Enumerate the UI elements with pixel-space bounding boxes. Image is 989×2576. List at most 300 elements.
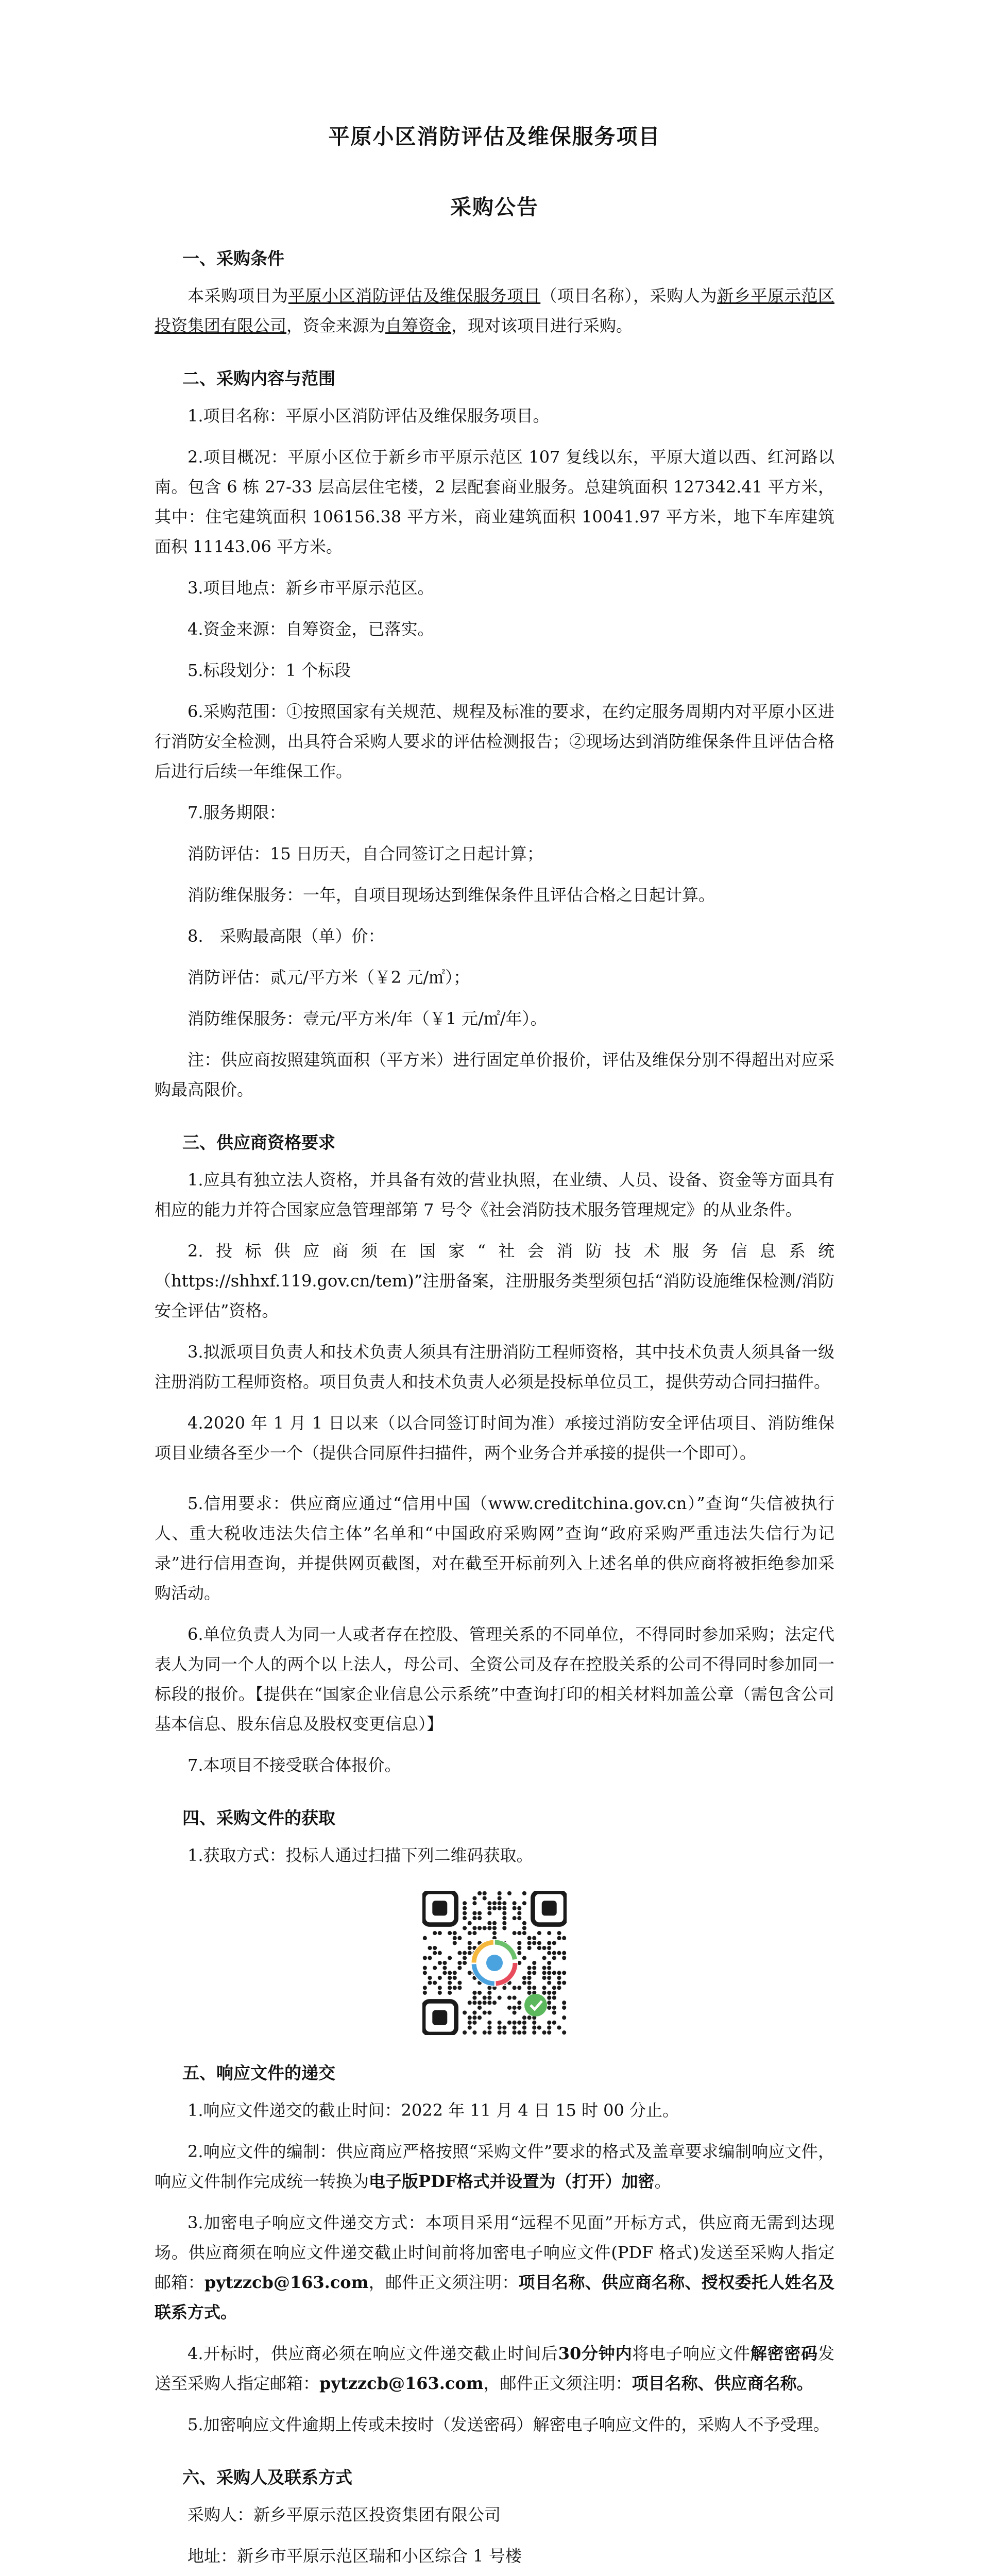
qr-module xyxy=(438,1991,442,1995)
qr-module xyxy=(472,1916,476,1920)
qr-module xyxy=(498,1896,502,1900)
qr-module xyxy=(513,1916,517,1920)
qr-module xyxy=(483,1996,487,2000)
qr-module xyxy=(433,1981,437,1985)
qr-module xyxy=(532,1936,536,1940)
qr-module xyxy=(532,2025,536,2029)
text-run: 本采购项目为 xyxy=(187,286,288,306)
qr-module xyxy=(487,1991,491,1995)
qr-module xyxy=(513,2021,517,2025)
email-body-requirements: 项目名称、供应商名称、授权委托人姓名及联系方式。 xyxy=(155,2273,834,2322)
qr-module xyxy=(547,2021,551,2025)
qr-module xyxy=(537,1931,541,1935)
qr-module xyxy=(557,1936,561,1940)
qr-module xyxy=(522,1981,526,1985)
qr-module xyxy=(522,1926,526,1930)
qr-module xyxy=(463,2010,467,2014)
qr-module xyxy=(527,1971,532,1975)
qr-module xyxy=(438,1961,442,1965)
qr-module xyxy=(527,1981,532,1985)
item-service-period: 7.服务期限： xyxy=(187,803,286,822)
section-heading-3: 三、供应商资格要求 xyxy=(182,1132,335,1153)
qr-module xyxy=(517,1911,521,1915)
qr-module xyxy=(453,1941,457,1945)
qr-module xyxy=(532,1986,536,1990)
qr-module xyxy=(448,1956,452,1960)
qr-module xyxy=(517,2006,521,2010)
qr-module xyxy=(433,1966,437,1970)
qr-module xyxy=(448,1931,452,1935)
qr-module xyxy=(492,1931,497,1935)
qr-module xyxy=(517,1916,521,1920)
qr-module xyxy=(517,1946,521,1950)
qr-module xyxy=(498,1901,502,1905)
qr-module xyxy=(522,1891,526,1895)
qr-module xyxy=(527,1946,532,1950)
qr-module xyxy=(478,1926,482,1930)
qr-module xyxy=(513,2030,517,2035)
qr-module xyxy=(487,1906,491,1910)
qr-module xyxy=(483,1891,487,1895)
qr-module xyxy=(442,1971,447,1975)
qr-module xyxy=(468,1971,472,1975)
qr-module xyxy=(502,1986,506,1990)
qr-module xyxy=(457,1951,462,1955)
max-price-evaluation: 消防评估：贰元/平方米（￥2 元/㎡）； xyxy=(187,968,470,987)
qr-module xyxy=(542,1966,546,1970)
text-run: 4.开标时，供应商必须在响应文件递交截止时间后 xyxy=(187,2344,558,2363)
contact-block xyxy=(155,2500,834,2576)
qr-module xyxy=(472,1896,476,1900)
qr-module xyxy=(532,1971,536,1975)
qr-module xyxy=(463,1956,467,1960)
qr-module xyxy=(557,1986,561,1990)
qr-module xyxy=(472,2021,476,2025)
qr-module xyxy=(547,1996,551,2000)
qr-module xyxy=(463,1951,467,1955)
qr-module xyxy=(483,2010,487,2014)
qr-module xyxy=(542,1986,546,1990)
qr-module xyxy=(502,1901,506,1905)
qr-module xyxy=(542,1976,546,1980)
pdf-encryption-requirement: 电子版PDF格式并设置为（打开）加密 xyxy=(369,2172,655,2191)
qr-module xyxy=(448,1981,452,1985)
document-title: 平原小区消防评估及维保服务项目 xyxy=(328,124,661,149)
qr-module xyxy=(517,1941,521,1945)
qualification-item-6: 6.单位负责人为同一人或者存在控股、管理关系的不同单位，不得同时参加采购；法定代表人为同一个人的两个以上法人，母公司、全资公司及存在控股关系的公司不得同时参加同一标段的报价。【提供在“国家企业信息公示系统”中查询打印的相关材料加盖公章（需包含公司基本信息、股东信息及股权变更信息）】 xyxy=(155,1624,834,1734)
qr-module xyxy=(468,2001,472,2005)
item-max-price: 8. 采购最高限（单）价： xyxy=(187,926,385,946)
qr-module xyxy=(502,1906,506,1910)
qr-module xyxy=(557,1971,561,1975)
qr-module xyxy=(532,1966,536,1970)
qr-module xyxy=(552,2021,556,2025)
qr-module xyxy=(478,1891,482,1895)
text-run: （项目名称），采购人为 xyxy=(540,286,718,306)
qr-module xyxy=(487,1911,491,1915)
qr-module xyxy=(463,1906,467,1910)
qr-module xyxy=(513,2010,517,2014)
qr-module xyxy=(502,2030,506,2035)
text-run: 2.响应文件的编制：供应商应严格按照“采购文件”要求的格式及盖章要求编制响应文件，响应文件制作完成统一转换为 xyxy=(155,2142,834,2191)
qr-module xyxy=(472,1926,476,1930)
email-address: pytzzcb@163.com xyxy=(319,2374,484,2393)
qr-code-svg xyxy=(422,1891,567,2035)
item-project-location: 3.项目地点：新乡市平原示范区。 xyxy=(187,578,434,598)
qr-module xyxy=(478,1916,482,1920)
qr-module xyxy=(483,2001,487,2005)
qr-module xyxy=(537,1941,541,1945)
time-window: 30分钟内 xyxy=(558,2344,633,2363)
qr-module xyxy=(478,2006,482,2010)
qr-module xyxy=(478,2001,482,2005)
qr-module xyxy=(522,2015,526,2020)
qr-module xyxy=(433,1951,437,1955)
qr-finder-center xyxy=(542,1901,557,1916)
qr-module xyxy=(562,2015,566,2020)
qr-module xyxy=(552,1956,556,1960)
qr-module xyxy=(522,2021,526,2025)
qr-module xyxy=(433,1931,437,1935)
qualification-item-1: 1.应具有独立法人资格，并具备有效的营业执照，在业绩、人员、设备、资金等方面具有相应的能力并符合国家应急管理部第 7 号令《社会消防技术服务管理规定》的从业条件。 xyxy=(155,1170,834,1219)
text-run: ，现对该项目进行采购。 xyxy=(451,316,633,335)
qr-module xyxy=(517,2021,521,2025)
buyer-name: 新乡平原示范区投资集团有限公司 xyxy=(155,286,834,335)
max-price-maintenance: 消防维保服务：壹元/平方米/年（￥1 元/㎡/年）。 xyxy=(187,1009,547,1028)
qr-module xyxy=(463,1901,467,1905)
qr-module xyxy=(527,1986,532,1990)
qualification-item-5: 5.信用要求：供应商应通过“信用中国（www.creditchina.gov.cn）”查询“失信被执行人、重大税收违法失信主体”名单和“中国政府采购网”查询“政府采购严重违法失信行为记录”进行信用查询，并提供网页截图，对在截至开标前列入上述名单的供应商将被拒绝参加采购活动。 xyxy=(155,1494,834,1603)
qr-module xyxy=(527,1936,532,1940)
qr-module xyxy=(487,2030,491,2035)
qr-module xyxy=(517,1986,521,1990)
qr-module xyxy=(527,1976,532,1980)
qr-module xyxy=(532,1961,536,1965)
service-period-maintenance: 消防维保服务：一年，自项目现场达到维保条件且评估合格之日起计算。 xyxy=(187,885,715,905)
qr-module xyxy=(468,1946,472,1950)
qr-module xyxy=(492,1906,497,1910)
qr-module xyxy=(513,1906,517,1910)
item-project-name: 1.项目名称：平原小区消防评估及维保服务项目。 xyxy=(187,406,550,426)
qr-module xyxy=(483,1896,487,1900)
section-heading-5: 五、响应文件的递交 xyxy=(182,2063,335,2083)
qr-module xyxy=(557,1931,561,1935)
qr-module xyxy=(552,1941,556,1945)
qr-module xyxy=(498,1996,502,2000)
qr-module xyxy=(468,2025,472,2029)
text-run: 。 xyxy=(654,2172,671,2191)
qr-module xyxy=(507,1996,511,2000)
qualification-item-7: 7.本项目不接受联合体报价。 xyxy=(187,1755,401,1775)
section-heading-2: 二、采购内容与范围 xyxy=(182,368,335,388)
qr-module xyxy=(423,1986,427,1990)
qr-module xyxy=(487,2025,491,2029)
email-address: pytzzcb@163.com xyxy=(204,2273,369,2292)
qr-module xyxy=(562,1981,566,1985)
qr-module xyxy=(552,1991,556,1995)
qr-code-image[interactable] xyxy=(422,1891,567,2035)
qr-module xyxy=(472,1901,476,1905)
qr-module xyxy=(532,2021,536,2025)
qr-module xyxy=(542,1991,546,1995)
qr-module xyxy=(507,2021,511,2025)
qr-module xyxy=(522,1931,526,1935)
qr-module xyxy=(522,1956,526,1960)
qr-module xyxy=(468,1921,472,1925)
qr-module xyxy=(498,2021,502,2025)
qr-module xyxy=(557,1951,561,1955)
qr-module xyxy=(552,1951,556,1955)
qr-module xyxy=(487,1926,491,1930)
text-run: ，资金来源为 xyxy=(286,316,386,335)
qr-module xyxy=(448,1976,452,1980)
qr-module xyxy=(522,1901,526,1905)
qr-module xyxy=(547,2006,551,2010)
qr-module xyxy=(478,2015,482,2020)
qr-module xyxy=(547,2030,551,2035)
qr-module xyxy=(513,1996,517,2000)
qr-module xyxy=(547,1981,551,1985)
decryption-password: 解密密码 xyxy=(750,2344,818,2363)
qr-module xyxy=(472,1911,476,1915)
project-name: 平原小区消防评估及维保服务项目 xyxy=(288,286,541,306)
qr-module xyxy=(517,1931,521,1935)
text-run: 发送至采购人指定邮箱： xyxy=(155,2344,834,2393)
qr-module xyxy=(463,1926,467,1930)
qr-module xyxy=(457,1981,462,1985)
text-run: 将电子响应文件 xyxy=(632,2344,751,2363)
qr-module xyxy=(562,2001,566,2005)
qr-module xyxy=(547,1966,551,1970)
qr-module xyxy=(542,1946,546,1950)
qr-module xyxy=(502,1916,506,1920)
qr-module xyxy=(557,2025,561,2029)
qualification-item-4: 4.2020 年 1 月 1 日以来（以合同签订时间为准）承接过消防安全评估项目、消防维保项目业绩各至少一个（提供合同原件扫描件，两个业务合并承接的提供一个即可）。 xyxy=(155,1413,834,1463)
qr-module xyxy=(513,2025,517,2029)
text-run: 3.加密电子响应文件递交方式：本项目采用“远程不见面”开标方式，供应商无需到达现场。供应商须在响应文件递交截止时间前将加密电子响应文件(PDF 格式)发送至采购人指定邮箱： xyxy=(155,2213,834,2292)
qr-module xyxy=(423,1991,427,1995)
qr-module xyxy=(463,1911,467,1915)
qr-module xyxy=(472,2030,476,2035)
qr-module xyxy=(428,1976,432,1980)
section-1-paragraph xyxy=(155,281,834,341)
qr-module xyxy=(428,1946,432,1950)
submission-method xyxy=(155,2208,834,2327)
submission-format xyxy=(155,2137,834,2196)
qr-module xyxy=(487,2001,491,2005)
qr-module xyxy=(522,2025,526,2029)
qr-module xyxy=(492,1901,497,1905)
qr-module xyxy=(483,2030,487,2035)
qr-module xyxy=(542,1956,546,1960)
announcement-document xyxy=(155,0,834,2576)
qr-module xyxy=(423,1966,427,1970)
qr-module xyxy=(457,1986,462,1990)
qr-module xyxy=(502,1921,506,1925)
qr-module xyxy=(552,2006,556,2010)
qr-module xyxy=(562,2006,566,2010)
qr-module xyxy=(463,2030,467,2035)
qr-module xyxy=(562,1956,566,1960)
document-acquisition-method: 1.获取方式：投标人通过扫描下列二维码获取。 xyxy=(187,1845,533,1865)
qr-module xyxy=(492,1921,497,1925)
qr-module xyxy=(472,1991,476,1995)
qr-module xyxy=(502,2025,506,2029)
qr-module xyxy=(457,1961,462,1965)
qr-module xyxy=(487,1996,491,2000)
email-body-requirements: 项目名称、供应商名称。 xyxy=(632,2374,813,2393)
qr-module xyxy=(547,1946,551,1950)
qr-module xyxy=(517,1906,521,1910)
qr-module xyxy=(527,1991,532,1995)
qr-module xyxy=(453,1936,457,1940)
qr-module xyxy=(532,1941,536,1945)
qr-module xyxy=(428,1981,432,1985)
qr-module xyxy=(513,2006,517,2010)
qr-module xyxy=(457,1936,462,1940)
qr-module xyxy=(547,2001,551,2005)
qr-module xyxy=(562,1951,566,1955)
qr-module xyxy=(547,1961,551,1965)
qr-module xyxy=(562,1971,566,1975)
qr-module xyxy=(487,1921,491,1925)
qr-module xyxy=(562,1936,566,1940)
qr-module xyxy=(442,1961,447,1965)
section-heading-1: 一、采购条件 xyxy=(182,248,284,268)
qr-module xyxy=(502,1926,506,1930)
late-submission-note: 5.加密响应文件逾期上传或未按时（发送密码）解密电子响应文件的，采购人不予受理。 xyxy=(187,2415,830,2434)
qr-module xyxy=(527,1941,532,1945)
qr-finder-center xyxy=(432,1901,447,1916)
text-run: ，邮件正文须注明： xyxy=(483,2374,632,2393)
qr-module xyxy=(522,2030,526,2035)
qr-module xyxy=(552,1971,556,1975)
item-procurement-scope: 6.采购范围：①按照国家有关规范、规程及标准的要求，在约定服务周期内对平原小区进行消防安全检测，出具符合采购人要求的评估检测报告；②现场达到消防维保条件且评估合格后进行后续一年维保工作。 xyxy=(155,702,834,781)
qr-module xyxy=(453,1986,457,1990)
qr-finder-center xyxy=(432,2010,447,2025)
qr-module xyxy=(527,2015,532,2020)
qr-module xyxy=(547,1991,551,1995)
qr-module xyxy=(438,1986,442,1990)
qr-module xyxy=(472,1931,476,1935)
qualification-item-3: 3.拟派项目负责人和技术负责人须具有注册消防工程师资格，其中技术负责人须具备一级注册消防工程师资格。项目负责人和技术负责人必须是投标单位员工，提供劳动合同扫描件。 xyxy=(155,1342,834,1392)
qr-module xyxy=(453,1976,457,1980)
section-heading-6: 六、采购人及联系方式 xyxy=(182,2467,352,2487)
qr-module xyxy=(542,1971,546,1975)
qr-module xyxy=(513,1931,517,1935)
qr-module xyxy=(487,2010,491,2014)
item-fund-source: 4.资金来源：自筹资金，已落实。 xyxy=(187,619,434,639)
qr-module xyxy=(448,1971,452,1975)
item-project-overview: 2.项目概况：平原小区位于新乡市平原示范区 107 复线以东，平原大道以西、红河路以南。包含 6 栋 27-33 层高层住宅楼，2 层配套商业服务。总建筑面积 127342.41 平方米，其中：住宅建筑面积 106156.38 平方米，商业建筑面积 10041.97 平方米，地下车库建筑面积 11143.06 平方米。 xyxy=(155,447,834,556)
qr-module xyxy=(498,1891,502,1895)
contact-buyer: 采购人：新乡平原示范区投资集团有限公司 xyxy=(187,2505,501,2524)
qr-module xyxy=(552,1986,556,1990)
qr-module xyxy=(522,1921,526,1925)
qr-module xyxy=(522,1976,526,1980)
qr-module xyxy=(463,1961,467,1965)
qr-module xyxy=(483,1926,487,1930)
qr-module xyxy=(542,2030,546,2035)
qr-module xyxy=(472,1996,476,2000)
qr-module xyxy=(478,1911,482,1915)
qr-module xyxy=(562,2030,566,2035)
qualification-item-2: 2.投标供应商须在国家“社会消防技术服务信息系统（https://shhxf.119.gov.cn/tem)”注册备案，注册服务类型须包括“消防设施维保检测/消防安全评估”资格。 xyxy=(155,1241,834,1320)
qr-module xyxy=(457,1966,462,1970)
qr-module xyxy=(502,1911,506,1915)
qr-module xyxy=(468,1951,472,1955)
submission-deadline: 1.响应文件递交的截止时间：2022 年 11 月 4 日 15 时 00 分止。 xyxy=(187,2100,679,2120)
qr-module xyxy=(547,1931,551,1935)
qr-module xyxy=(472,2010,476,2014)
qr-module xyxy=(507,2006,511,2010)
qr-module xyxy=(438,1931,442,1935)
qr-module xyxy=(507,1891,511,1895)
qr-module xyxy=(557,1981,561,1985)
qr-module xyxy=(498,2030,502,2035)
qr-module xyxy=(492,2001,497,2005)
section-heading-4: 四、采购文件的获取 xyxy=(182,1808,335,1828)
qr-module xyxy=(513,1901,517,1905)
item-lot-division: 5.标段划分：1 个标段 xyxy=(187,660,351,680)
decryption-password-submission xyxy=(155,2338,834,2398)
qr-module xyxy=(453,1931,457,1935)
qr-module xyxy=(448,1991,452,1995)
service-period-evaluation: 消防评估：15 日历天，自合同签订之日起计算； xyxy=(187,844,543,863)
qr-module xyxy=(472,2001,476,2005)
qr-module xyxy=(547,2025,551,2029)
qr-module xyxy=(537,1946,541,1950)
qr-module xyxy=(547,1971,551,1975)
qr-module xyxy=(428,1956,432,1960)
qr-module xyxy=(517,2030,521,2035)
qr-module xyxy=(552,2010,556,2014)
qr-module xyxy=(463,1916,467,1920)
qr-module xyxy=(468,2021,472,2025)
contact-address: 地址：新乡市平原示范区瑞和小区综合 1 号楼 xyxy=(187,2546,522,2566)
qr-module xyxy=(468,1931,472,1935)
text-run: ，邮件正文须注明： xyxy=(368,2273,519,2292)
qr-module xyxy=(552,1996,556,2000)
qr-module xyxy=(513,1986,517,1990)
qr-module xyxy=(433,1946,437,1950)
qr-module xyxy=(438,1951,442,1955)
qr-module xyxy=(478,1991,482,1995)
qr-module xyxy=(472,2015,476,2020)
qr-module xyxy=(423,1971,427,1975)
qr-module xyxy=(453,1971,457,1975)
qr-module xyxy=(547,1941,551,1945)
qr-module xyxy=(547,1976,551,1980)
qr-module xyxy=(527,1966,532,1970)
qr-module xyxy=(492,1926,497,1930)
qr-module xyxy=(498,2025,502,2029)
qr-module xyxy=(537,2025,541,2029)
qr-module xyxy=(557,1976,561,1980)
qr-module xyxy=(468,2015,472,2020)
qr-module xyxy=(442,1966,447,1970)
qr-module xyxy=(423,1936,427,1940)
qr-module xyxy=(487,1901,491,1905)
qr-module xyxy=(438,1976,442,1980)
qr-module xyxy=(468,1941,472,1945)
qr-module xyxy=(517,1951,521,1955)
qr-module xyxy=(532,2030,536,2035)
document-subtitle: 采购公告 xyxy=(450,195,539,219)
qr-module xyxy=(448,1986,452,1990)
qr-module xyxy=(423,1956,427,1960)
fund-source: 自筹资金 xyxy=(385,316,452,335)
